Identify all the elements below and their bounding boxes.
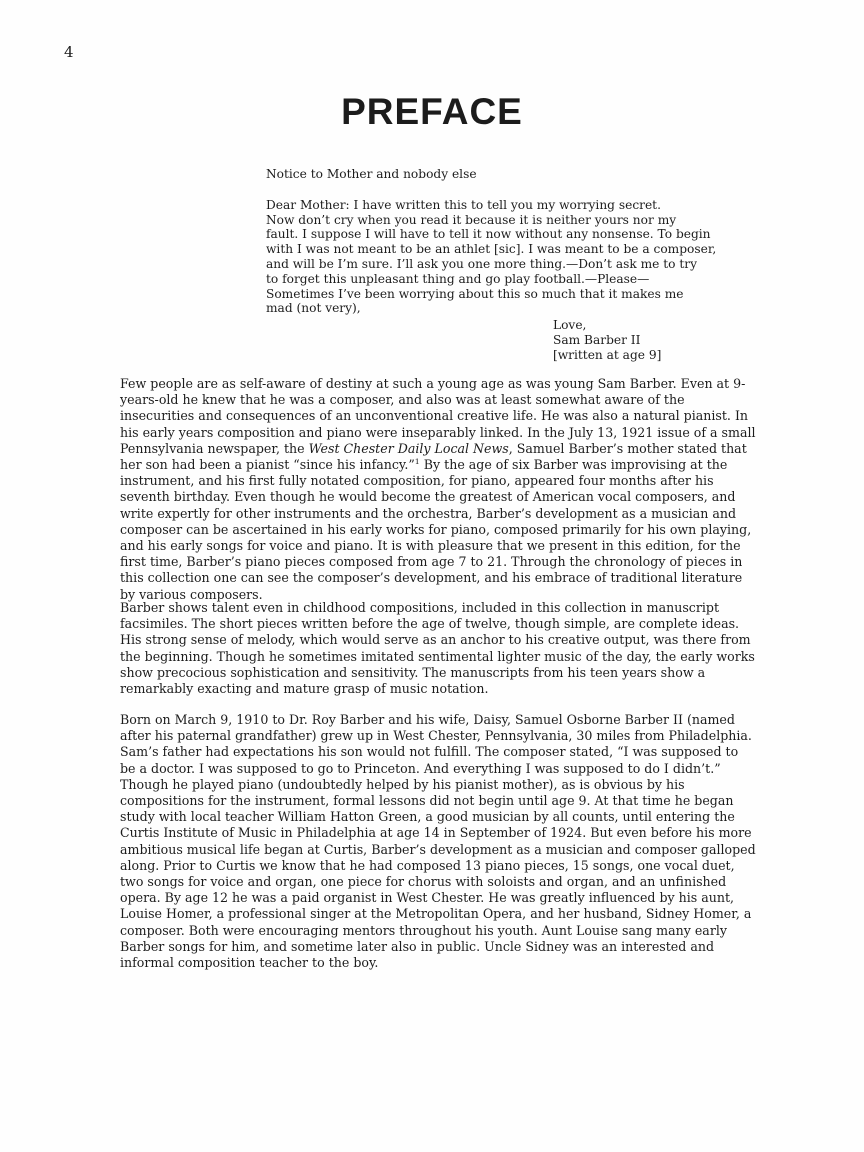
letter-signature — [553, 318, 661, 362]
body-paragraph-1 — [120, 376, 756, 603]
letter-line: mad (not very), — [266, 301, 361, 316]
signature-line: Sam Barber II — [553, 332, 641, 347]
letter-block — [266, 167, 717, 316]
letter-line: Dear Mother: I have written this to tell you my worrying secret. — [266, 197, 661, 212]
signature-line: Love, — [553, 318, 587, 332]
letter-line: Sometimes I’ve been worrying about this so much that it makes me — [266, 286, 684, 301]
body-paragraph-2: Barber shows talent even in childhood compositions, included in this collection in manuscript facsimiles. The short pieces written before the age of twelve, though simple, are complete ideas. His strong sense of melody, which would serve as an anchor to his creative output, was there from the beginning. Though he sometimes imitated sentimental lighter music of the day, the early works show precocious sophistication and sensitivity. The manuscripts from his teen years show a remarkably exacting and mature grasp of music notation. — [120, 600, 755, 697]
paragraph-text: Few people are as self-aware of destiny at such a young age as was young Sam Barber. Even at 9-years-old he knew that he was a composer, and also was at least somewhat aware of the insecurities and consequences of an unconventional creative life. He was also a natural pianist. In his early years composition and piano were inseparably linked. In the July 13, 1921 issue of a small Pennsylvania newspaper, the — [120, 376, 756, 456]
letter-line: fault. I suppose I will have to tell it now without any nonsense. To begin — [266, 227, 711, 242]
newspaper-title: West Chester Daily Local News — [308, 440, 509, 456]
page-title: PREFACE — [341, 91, 523, 132]
paragraph-text: By the age of six Barber was improvising at the instrument, and his first fully notated composition, for piano, appeared four months after his seventh birthday. Even though he would become the greatest of American vocal composers, and write expertly for other instruments and the orchestra, Barber’s development as a musician and composer can be ascertained in his early works for piano, composed primarily for his own playing, and his early songs for voice and piano. It is with pleasure that we present in this edition, for the first time, Barber’s piano pieces composed from age 7 to 21. Through the chronology of pieces in this collection one can see the composer’s development, and his embrace of traditional literature by various composers. — [120, 457, 752, 602]
footnote-marker: 1 — [414, 456, 420, 466]
letter-heading: Notice to Mother and nobody else — [266, 167, 477, 181]
letter-body — [266, 197, 717, 316]
body-paragraph-3: Born on March 9, 1910 to Dr. Roy Barber and his wife, Daisy, Samuel Osborne Barber II (named after his paternal grandfather) grew up in West Chester, Pennsylvania, 30 miles from Philadelphia. Sam’s father had expectations his son would not fulfill. The composer stated, “I was supposed to be a doctor. I was supposed to go to Princeton. And everything I was supposed to do I didn’t.” Though he played piano (undoubtedly helped by his pianist mother), as is obvious by his compositions for the instrument, formal lessons did not begin until age 9. At that time he began study with local teacher William Hatton Green, a good musician by all counts, until entering the Curtis Institute of Music in Philadelphia at age 14 in September of 1924. But even before his more ambitious musical life began at Curtis, Barber’s development as a musician and composer galloped along. Prior to Curtis we know that he had composed 13 piano pieces, 15 songs, one vocal duet, two songs for voice and organ, one piece for chorus with soloists and organ, and an unfinished opera. By age 12 he was a paid organist in West Chester. He was greatly influenced by his aunt, Louise Homer, a professional singer at the Metropolitan Opera, and her husband, Sidney Homer, a composer. Both were encouraging mentors throughout his youth. Aunt Louise sang many early Barber songs for him, and sometime later also in public. Uncle Sidney was an interested and informal composition teacher to the boy. — [120, 712, 756, 971]
letter-line: and will be I’m sure. I’ll ask you one more thing.—Don’t ask me to try — [266, 256, 697, 271]
letter-line: Now don’t cry when you read it because it is neither yours nor my — [266, 212, 677, 227]
paragraph-text: , Samuel Barber’s mother stated that her son had been a pianist “since his infancy.” — [120, 440, 747, 473]
signature-line: [written at age 9] — [553, 347, 662, 362]
letter-line: to forget this unpleasant thing and go play football.—Please— — [266, 271, 650, 286]
letter-line: with I was not meant to be an athlet [sic]. I was meant to be a composer, — [266, 242, 717, 257]
page-number: 4 — [64, 43, 74, 61]
